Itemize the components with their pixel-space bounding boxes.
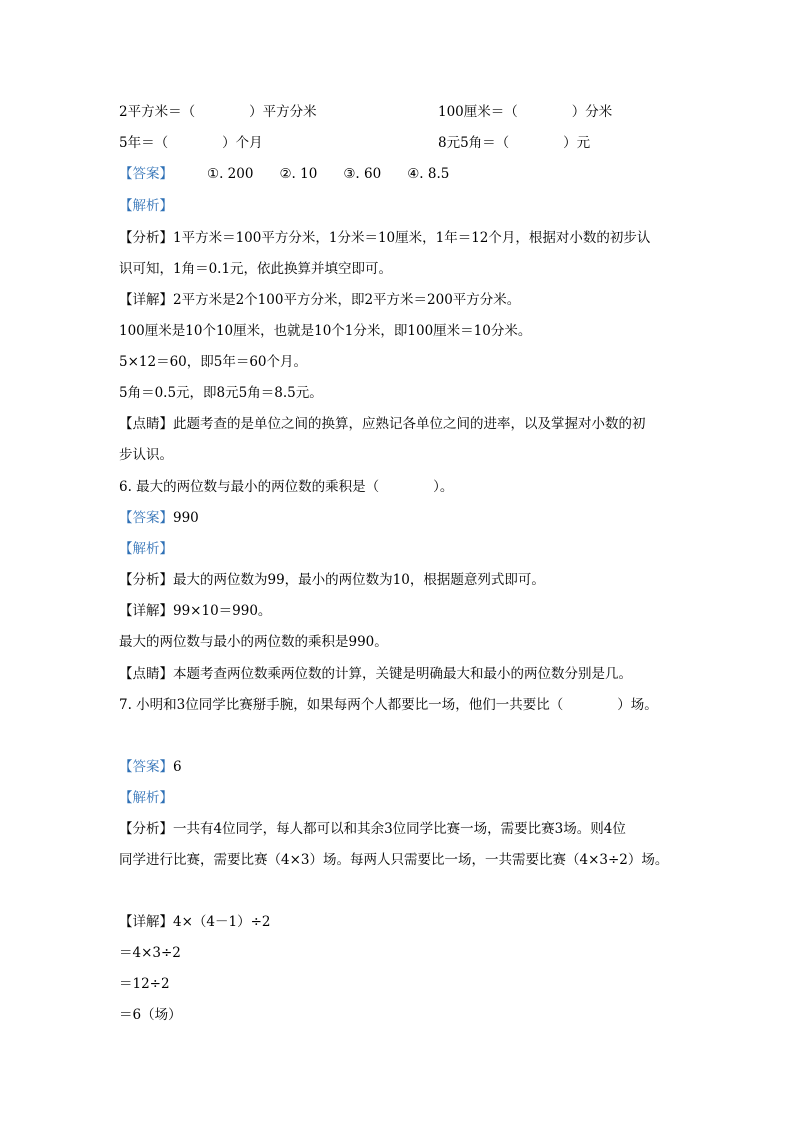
q5-row1-left: 2平方米＝（ ）平方分米 [119,104,317,120]
q6-fenxi [119,570,545,590]
q5-row2-left: 5年＝（ ）个月 [119,135,263,151]
q5-detail-3: 5×12＝60，即5年＝60个月。 [119,354,308,370]
q5-detail-text-1: 2平方米是2个100平方分米，即2平方米＝200平方分米。 [173,292,521,308]
q5-analysis-tag [119,196,173,216]
q7-question: 7. 小明和3位同学比赛掰手腕，如果每两个人都要比一场，他们一共要比（ ）场。 [119,697,658,713]
q6-fenxi-text: 最大的两位数为99，最小的两位数为10，根据题意列式即可。 [173,572,545,588]
q5-detail-1 [119,290,520,310]
q5-dianjing-1 [119,414,646,434]
q7-detail-4: ＝6（场） [119,1007,182,1023]
q7-fenxi-text-1: 一共有4位同学，每人都可以和其余3位同学比赛一场，需要比赛3场。则4位 [173,821,626,837]
q6-question: 6. 最大的两位数与最小的两位数的乘积是（ ）。 [119,479,454,495]
fenxi-tag: 【分析】 [119,572,173,588]
q5-dianjing-text-1: 此题考查的是单位之间的换算，应熟记各单位之间的进率，以及掌握对小数的初 [173,416,646,432]
detail-tag: 【详解】 [119,603,173,619]
q7-detail-2: ＝4×3÷2 [119,945,181,961]
q5-row2-right: 8元5角＝（ ）元 [438,135,591,151]
answer-tag: 【答案】 [119,759,173,775]
detail-tag: 【详解】 [119,914,173,930]
q7-detail-3: ＝12÷2 [119,976,170,992]
fenxi-tag: 【分析】 [119,230,173,246]
dianjing-tag: 【点睛】 [119,416,173,432]
analysis-tag: 【解析】 [119,541,173,557]
detail-tag: 【详解】 [119,292,173,308]
q7-detail-1 [119,912,270,932]
q5-answer-2: ②. 10 [279,166,318,182]
q5-dianjing-2: 步认识。 [119,447,173,463]
q7-detail-text-1: 4×（4－1）÷2 [173,914,271,930]
q5-row1-right: 100厘米＝（ ）分米 [438,104,613,120]
dianjing-tag: 【点睛】 [119,666,173,682]
q5-detail-4: 5角＝0.5元，即8元5角＝8.5元。 [119,385,323,401]
q6-dianjing [119,664,632,684]
q7-fenxi-2: 同学进行比赛，需要比赛（4×3）场。每两人只需要比一场，一共需要比赛（4×3÷2）场。 [119,852,669,868]
q7-answer-line [119,757,182,777]
q7-answer: 6 [173,759,182,775]
analysis-tag: 【解析】 [119,790,173,806]
q5-answer-3: ③. 60 [343,166,382,182]
answer-tag: 【答案】 [119,510,173,526]
q5-fenxi-2: 识可知，1角＝0.1元，依此换算并填空即可。 [119,261,393,277]
q5-answer-1: ①. 200 [207,166,254,182]
q6-analysis-tag [119,539,173,559]
q5-fenxi-1 [119,228,650,248]
q6-detail-1 [119,601,271,621]
q5-fenxi-text-1: 1平方米＝100平方分米，1分米＝10厘米，1年＝12个月，根据对小数的初步认 [173,230,651,246]
fenxi-tag: 【分析】 [119,821,173,837]
q6-detail-text-1: 99×10＝990。 [173,603,272,619]
answer-tag: 【答案】 [119,166,173,182]
q6-dianjing-text: 本题考查两位数乘两位数的计算，关键是明确最大和最小的两位数分别是几。 [173,666,632,682]
q5-answer-line [119,164,449,184]
q5-detail-2: 100厘米是10个10厘米，也就是10个1分米，即100厘米＝10分米。 [119,323,532,339]
q7-analysis-tag [119,788,173,808]
q5-answer-4: ④. 8.5 [407,166,450,182]
q7-fenxi-1 [119,819,626,839]
q6-answer: 990 [173,510,199,526]
q6-answer-line [119,508,199,528]
analysis-tag: 【解析】 [119,198,173,214]
q6-detail-2: 最大的两位数与最小的两位数的乘积是990。 [119,634,388,650]
